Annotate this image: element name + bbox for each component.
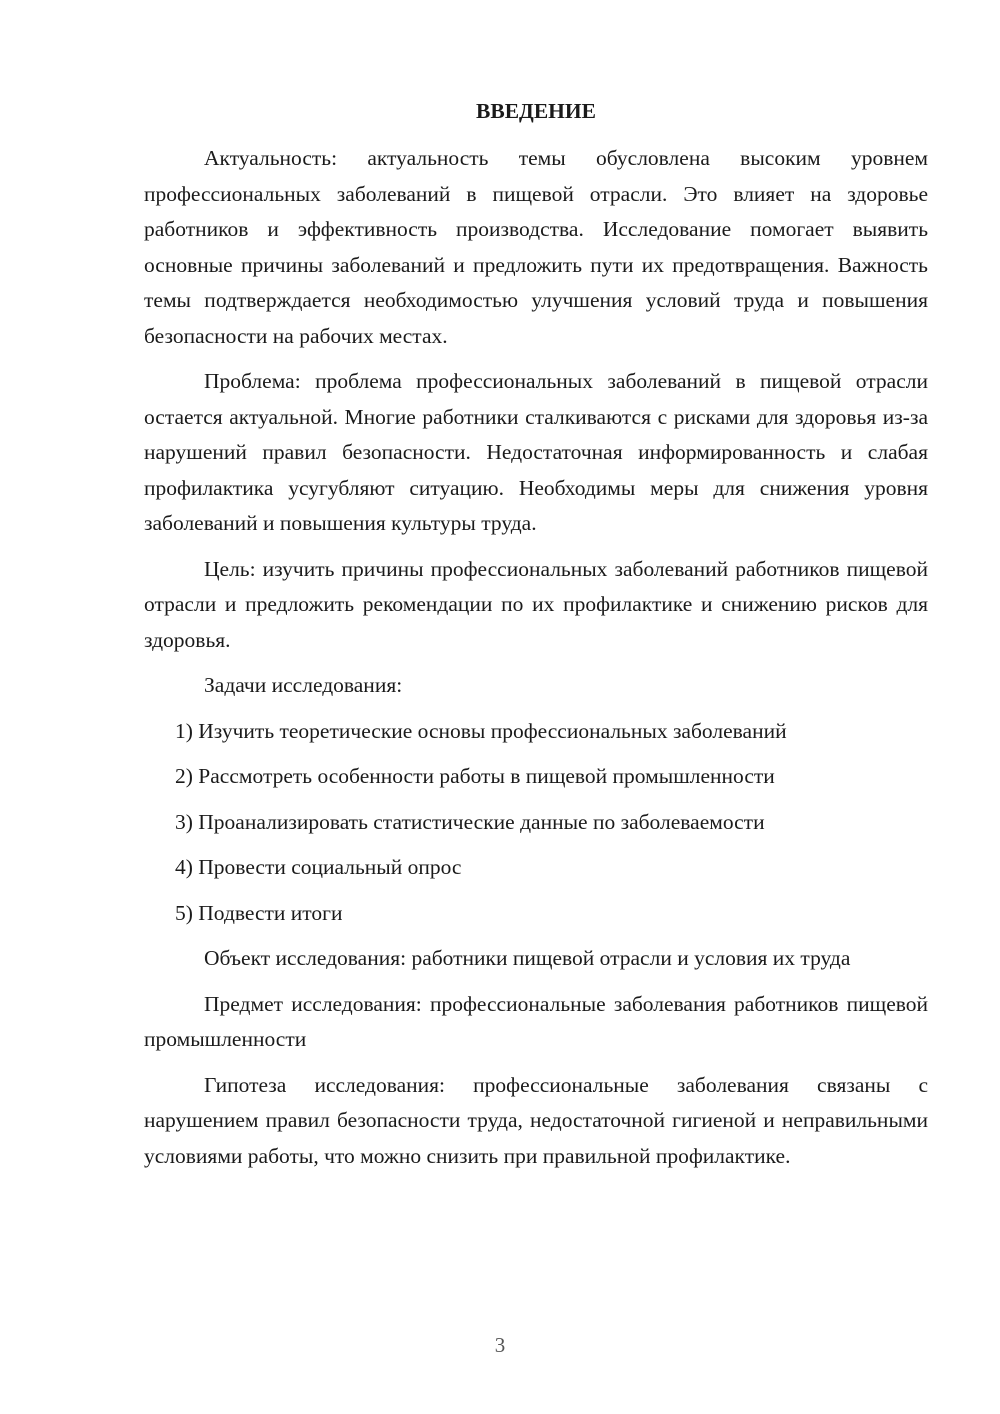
tasks-heading: Задачи исследования: bbox=[204, 673, 403, 697]
problem-paragraph: Проблема: проблема профессиональных заболеваний в пищевой отрасли остается актуальной. Многие работники сталкиваются с рисками для здоровья из-за нарушений правил безопасности. Недостаточная информированность и слабая профилактика усугубляют ситуацию. Необходимы меры для снижения уровня заболеваний и повышения культуры труда. bbox=[144, 369, 928, 535]
document-page bbox=[144, 94, 928, 1174]
list-item: 5) Подвести итоги bbox=[175, 900, 343, 925]
list-item: 1) Изучить теоретические основы профессиональных заболеваний bbox=[175, 718, 787, 743]
subject-paragraph: Предмет исследования: профессиональные заболевания работников пищевой промышленности bbox=[144, 991, 928, 1051]
list-item: 4) Провести социальный опрос bbox=[175, 855, 462, 879]
list-item: 3) Проанализировать статистические данные по заболеваемости bbox=[175, 809, 765, 834]
goal-paragraph: Цель: изучить причины профессиональных заболеваний работников пищевой отрасли и предложить рекомендации по их профилактике и снижению рисков для здоровья. bbox=[144, 556, 928, 652]
relevance-paragraph: Актуальность: актуальность темы обусловлена высоким уровнем профессиональных заболеваний в пищевой отрасли. Это влияет на здоровье работников и эффективность производства. Исследование помогает выявить основные причины заболеваний и предложить пути их предотвращения. Важность темы подтверждается необходимостью улучшения условий труда и повышения безопасности на рабочих местах. bbox=[144, 146, 928, 348]
page-number: 3 bbox=[494, 1333, 506, 1357]
object-paragraph: Объект исследования: работники пищевой отрасли и условия их труда bbox=[204, 946, 851, 970]
section-title: ВВЕДЕНИЕ bbox=[476, 99, 596, 123]
tasks-list bbox=[144, 714, 928, 932]
list-item: 2) Рассмотреть особенности работы в пищевой промышленности bbox=[175, 764, 775, 788]
hypothesis-paragraph: Гипотеза исследования: профессиональные заболевания связаны с нарушением правил безопасности труда, недостаточной гигиеной и неправильными условиями работы, что можно снизить при правильной профилактике. bbox=[144, 1072, 928, 1168]
